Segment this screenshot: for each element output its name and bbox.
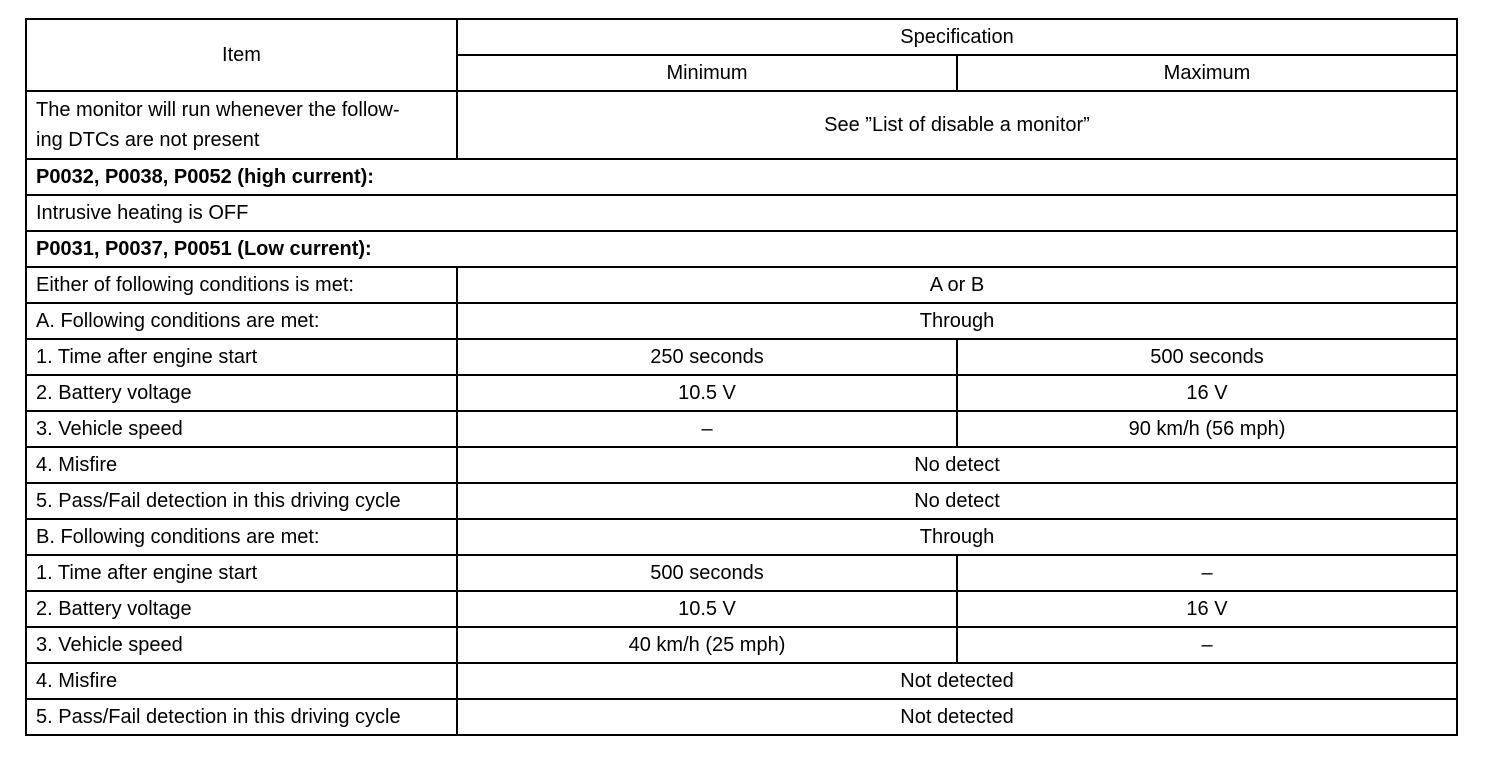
table-row bbox=[26, 267, 1457, 303]
table-row bbox=[26, 411, 1457, 447]
row-label: B. Following conditions are met: bbox=[26, 519, 457, 555]
table-row bbox=[26, 555, 1457, 591]
row-min-value: 10.5 V bbox=[457, 375, 957, 411]
row-min-value: 500 seconds bbox=[457, 555, 957, 591]
row-label: 3. Vehicle speed bbox=[26, 627, 457, 663]
section-heading: P0031, P0037, P0051 (Low current): bbox=[26, 231, 1457, 267]
table-row bbox=[26, 375, 1457, 411]
table-row bbox=[26, 591, 1457, 627]
row-merged-value: See ”List of disable a monitor” bbox=[457, 91, 1457, 159]
row-max-value: 90 km/h (56 mph) bbox=[957, 411, 1457, 447]
row-max-value: – bbox=[957, 555, 1457, 591]
section-heading: P0032, P0038, P0052 (high current): bbox=[26, 159, 1457, 195]
row-label: 5. Pass/Fail detection in this driving cycle bbox=[26, 699, 457, 735]
table-row bbox=[26, 91, 1457, 159]
row-label-line-2: ing DTCs are not present bbox=[36, 129, 260, 151]
row-label bbox=[26, 91, 457, 159]
row-label: A. Following conditions are met: bbox=[26, 303, 457, 339]
table-row bbox=[26, 303, 1457, 339]
row-label: 4. Misfire bbox=[26, 447, 457, 483]
row-min-value: 250 seconds bbox=[457, 339, 957, 375]
row-max-value: – bbox=[957, 627, 1457, 663]
row-merged-value: No detect bbox=[457, 447, 1457, 483]
table-row bbox=[26, 519, 1457, 555]
row-label: 2. Battery voltage bbox=[26, 375, 457, 411]
header-minimum: Minimum bbox=[457, 55, 957, 91]
table-row bbox=[26, 483, 1457, 519]
row-full-text: Intrusive heating is OFF bbox=[26, 195, 1457, 231]
table-row bbox=[26, 663, 1457, 699]
table-row bbox=[26, 699, 1457, 735]
row-min-value: 10.5 V bbox=[457, 591, 957, 627]
row-merged-value: No detect bbox=[457, 483, 1457, 519]
row-merged-value: Not detected bbox=[457, 699, 1457, 735]
header-specification: Specification bbox=[457, 19, 1457, 55]
row-label: 3. Vehicle speed bbox=[26, 411, 457, 447]
row-label: 2. Battery voltage bbox=[26, 591, 457, 627]
header-maximum: Maximum bbox=[957, 55, 1457, 91]
row-label: 1. Time after engine start bbox=[26, 555, 457, 591]
row-label-line-1: The monitor will run whenever the follow- bbox=[36, 99, 400, 121]
row-merged-value: Through bbox=[457, 519, 1457, 555]
row-label: Either of following conditions is met: bbox=[26, 267, 457, 303]
row-max-value: 500 seconds bbox=[957, 339, 1457, 375]
row-min-value: 40 km/h (25 mph) bbox=[457, 627, 957, 663]
header-row-1 bbox=[26, 19, 1457, 55]
header-item: Item bbox=[26, 19, 457, 91]
row-label: 5. Pass/Fail detection in this driving cycle bbox=[26, 483, 457, 519]
table-row bbox=[26, 627, 1457, 663]
table-row bbox=[26, 195, 1457, 231]
row-label: 1. Time after engine start bbox=[26, 339, 457, 375]
specification-table bbox=[25, 18, 1458, 736]
row-min-value: – bbox=[457, 411, 957, 447]
row-label: 4. Misfire bbox=[26, 663, 457, 699]
row-max-value: 16 V bbox=[957, 375, 1457, 411]
table-row bbox=[26, 447, 1457, 483]
row-max-value: 16 V bbox=[957, 591, 1457, 627]
table-row bbox=[26, 339, 1457, 375]
row-merged-value: Not detected bbox=[457, 663, 1457, 699]
row-merged-value: Through bbox=[457, 303, 1457, 339]
section-row bbox=[26, 159, 1457, 195]
row-merged-value: A or B bbox=[457, 267, 1457, 303]
section-row bbox=[26, 231, 1457, 267]
